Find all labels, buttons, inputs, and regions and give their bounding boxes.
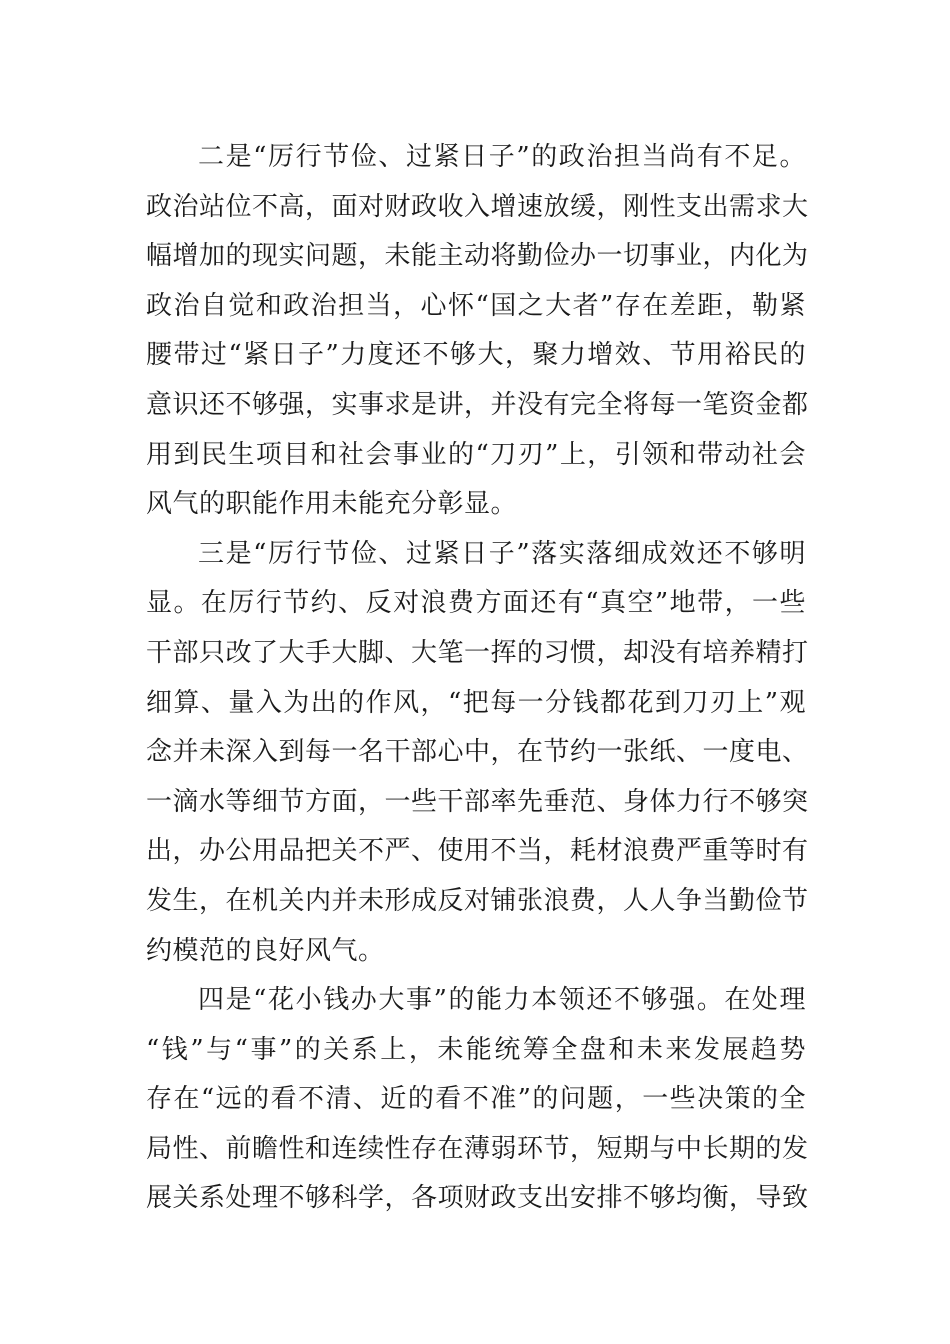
paragraph-line: 局性、前瞻性和连续性存在薄弱环节，短期与中长期的发 (146, 1133, 809, 1164)
paragraph-line: 存在“远的看不清、近的看不准”的问题，一些决策的全 (146, 1084, 806, 1115)
paragraph-line: 意识还不够强，实事求是讲，并没有完全将每一笔资金都 (146, 389, 809, 420)
paragraph-line: 幅增加的现实问题，未能主动将勤俭办一切事业，内化为 (146, 241, 809, 272)
paragraph-line: 风气的职能作用未能充分彰显。 (146, 489, 518, 520)
paragraph-line: 腰带过“紧日子”力度还不够大，聚力增效、节用裕民的 (146, 340, 806, 371)
document-body (146, 133, 809, 1224)
paragraph-line: 展关系处理不够科学，各项财政支出安排不够均衡，导致 (146, 1183, 809, 1214)
paragraph-4 (146, 976, 809, 1224)
paragraph-3 (146, 530, 809, 976)
paragraph-2 (146, 133, 809, 530)
paragraph-line: 发生，在机关内并未形成反对铺张浪费，人人争当勤俭节 (146, 885, 809, 916)
paragraph-line: 政治站位不高，面对财政收入增速放缓，刚性支出需求大 (146, 191, 809, 222)
paragraph-line: 显。在厉行节约、反对浪费方面还有“真空”地带，一些 (146, 588, 806, 619)
paragraph-line: 念并未深入到每一名干部心中，在节约一张纸、一度电、 (146, 737, 809, 768)
paragraph-line: 约模范的良好风气。 (146, 935, 385, 966)
paragraph-line: 政治自觉和政治担当，心怀“国之大者”存在差距，勒紧 (146, 290, 806, 321)
paragraph-line: 三是“厉行节俭、过紧日子”落实落细成效还不够明 (198, 538, 806, 569)
paragraph-line: 用到民生项目和社会事业的“刀刃”上，引领和带动社会 (146, 439, 806, 470)
paragraph-line: 干部只改了大手大脚、大笔一挥的习惯，却没有培养精打 (146, 637, 809, 668)
paragraph-line: 一滴水等细节方面，一些干部率先垂范、身体力行不够突 (146, 786, 809, 817)
paragraph-line: 出，办公用品把关不严、使用不当，耗材浪费严重等时有 (146, 836, 809, 867)
paragraph-line: 细算、量入为出的作风，“把每一分钱都花到刀刃上”观 (146, 687, 806, 718)
paragraph-line: 二是“厉行节俭、过紧日子”的政治担当尚有不足。 (198, 142, 806, 172)
paragraph-line: 四是“花小钱办大事”的能力本领还不够强。在处理 (198, 985, 806, 1016)
paragraph-line: “钱”与“事”的关系上，未能统筹全盘和未来发展趋势 (146, 1034, 806, 1065)
